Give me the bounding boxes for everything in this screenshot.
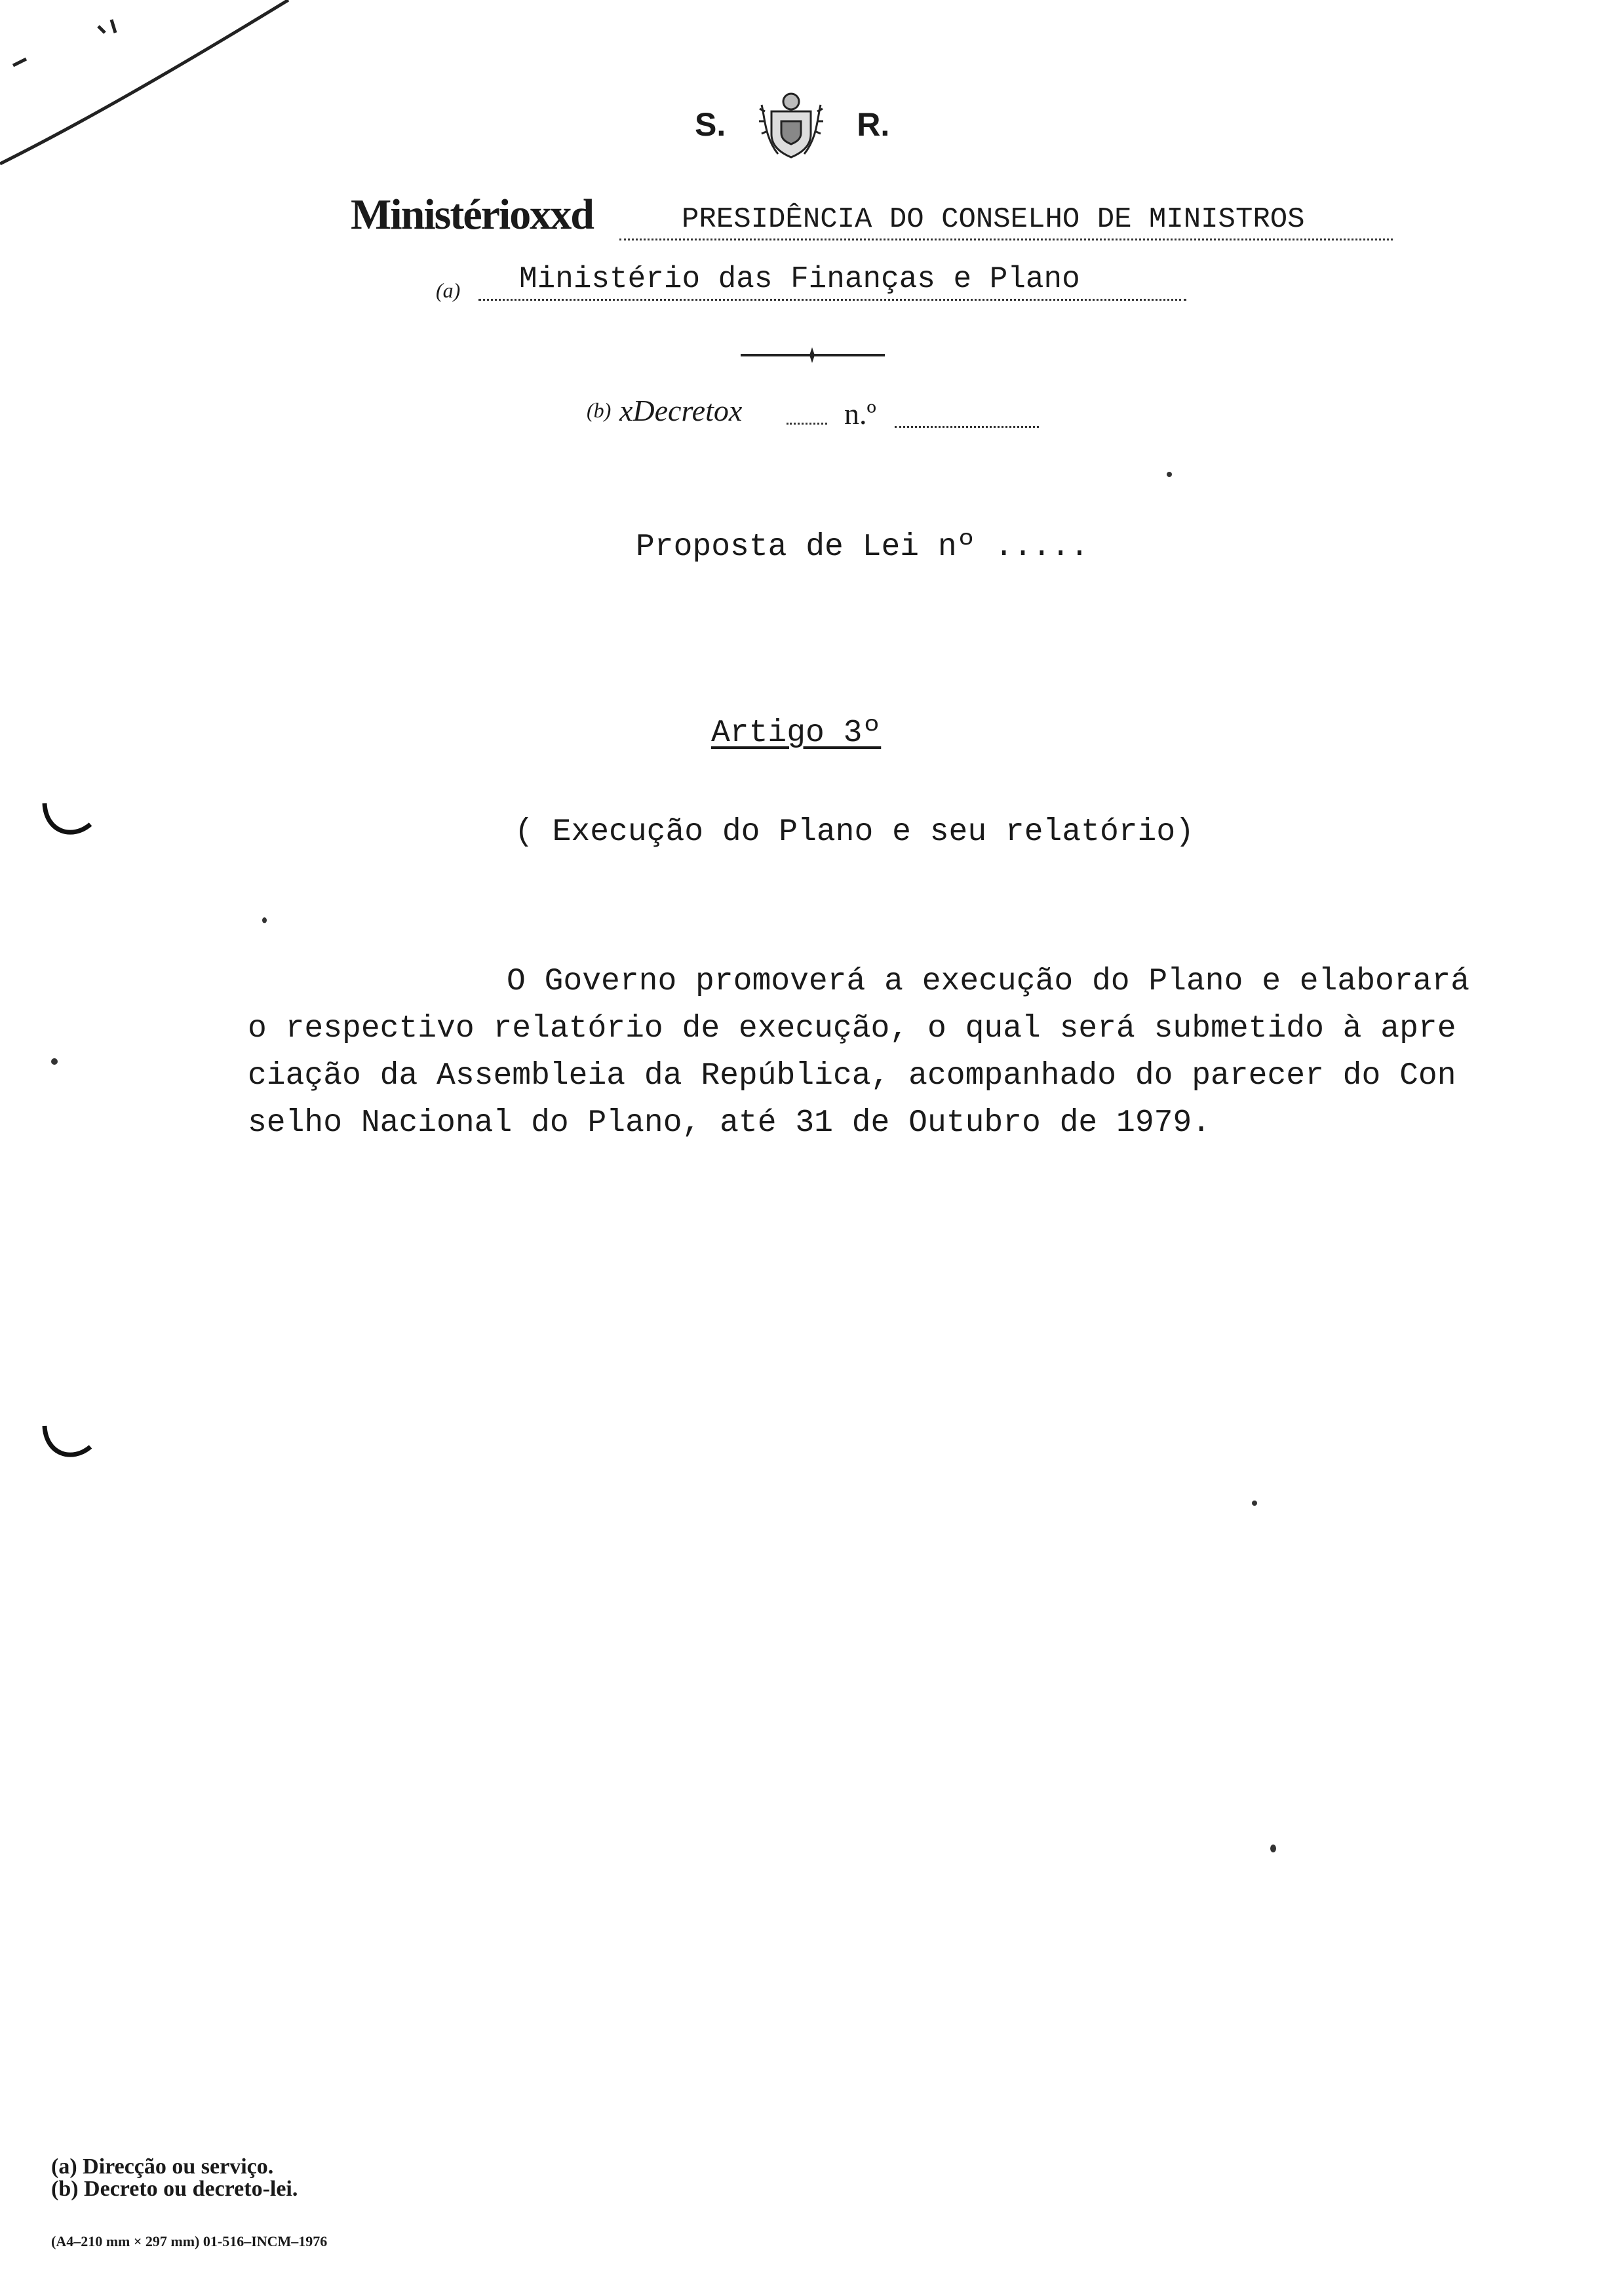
footnote-b: (b) Decreto ou decreto-lei. bbox=[51, 2177, 298, 2201]
seal-letter-right: R. bbox=[857, 106, 890, 143]
article-subtitle: ( Execução do Plano e seu relatório) bbox=[515, 814, 1194, 850]
divider-ornament-icon bbox=[804, 347, 821, 364]
speck bbox=[1270, 1845, 1276, 1852]
article-body bbox=[248, 958, 1546, 1147]
speck bbox=[1252, 1501, 1257, 1506]
article-heading: Artigo 3º bbox=[711, 716, 882, 751]
seal-letter-left: S. bbox=[695, 106, 726, 143]
speck bbox=[262, 917, 267, 923]
speck bbox=[1167, 472, 1172, 477]
number-blank bbox=[895, 426, 1039, 428]
body-line: o respectivo relatório de execução, o qual será submetido à apre bbox=[248, 1011, 1456, 1046]
form-imprint: (A4–210 mm × 297 mm) 01-516–INCM–1976 bbox=[51, 2233, 328, 2249]
office-name: PRESIDÊNCIA DO CONSELHO DE MINISTROS bbox=[682, 203, 1305, 236]
footnote-marker-a: (a) bbox=[436, 278, 461, 302]
decreto-label: xDecretox bbox=[619, 394, 743, 427]
ministerio-label: Ministérioxxd bbox=[351, 191, 593, 239]
decreto-dotted-line bbox=[787, 423, 827, 425]
footnote-marker-b: (b) bbox=[587, 398, 612, 422]
scan-artifact-top-left bbox=[0, 0, 308, 170]
body-line: O Governo promoverá a execução do Plano e elaborará bbox=[507, 964, 1470, 999]
body-line: selho Nacional do Plano, até 31 de Outubro de 1979. bbox=[248, 1105, 1211, 1141]
ministry-line bbox=[478, 262, 1186, 301]
scan-artifact-curve-1 bbox=[39, 799, 98, 845]
seal-header bbox=[695, 79, 889, 170]
proposta-title: Proposta de Lei nº ..... bbox=[636, 529, 1089, 565]
number-label: n.º bbox=[844, 397, 876, 430]
coat-of-arms-icon bbox=[752, 85, 830, 164]
speck bbox=[51, 1058, 58, 1065]
footnotes bbox=[51, 2156, 298, 2200]
body-line: ciação da Assembleia da República, acompanhado do parecer do Con bbox=[248, 1058, 1456, 1094]
ministry-name: Ministério das Finanças e Plano bbox=[519, 262, 1080, 296]
office-line bbox=[619, 203, 1393, 240]
footnote-a: (a) Direcção ou serviço. bbox=[51, 2154, 274, 2179]
scan-artifact-curve-2 bbox=[39, 1422, 98, 1468]
